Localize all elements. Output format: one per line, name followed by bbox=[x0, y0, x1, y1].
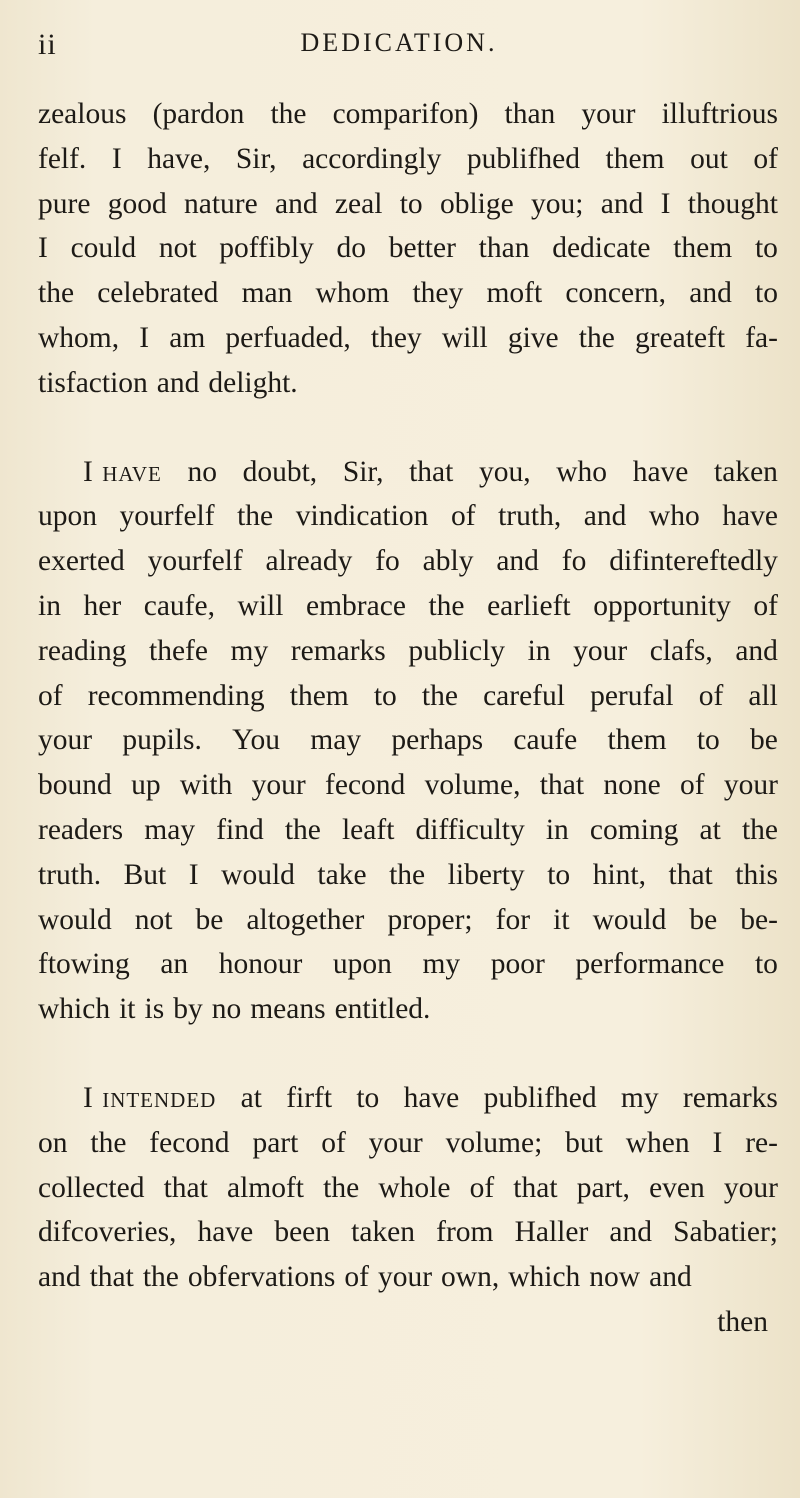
text-line: collected that almoft the whole of that part, even your bbox=[38, 1171, 778, 1204]
text-line: I intended at firft to have publifhed my remarks bbox=[38, 1076, 778, 1121]
page-number: ii bbox=[38, 28, 57, 61]
text-line: tisfaction and delight. bbox=[38, 366, 298, 399]
paragraph-gap bbox=[38, 1032, 778, 1076]
text-line: whom, I am perfuaded, they will give the greateft fa- bbox=[38, 321, 778, 354]
text-line: pure good nature and zeal to oblige you; and I thought bbox=[38, 187, 778, 220]
text-line: felf. I have, Sir, accordingly publifhed them out of bbox=[38, 142, 778, 175]
text-line: on the fecond part of your volume; but when I re- bbox=[38, 1126, 778, 1159]
text-line: your pupils. You may perhaps caufe them to be bbox=[38, 724, 778, 757]
paragraph-gap bbox=[38, 406, 778, 450]
running-head: DEDICATION. bbox=[300, 28, 498, 57]
text-line: exerted yourfelf already fo ably and fo difintereftedly bbox=[38, 545, 778, 578]
lead-small-caps: I intended bbox=[83, 1081, 217, 1114]
page-header bbox=[38, 28, 760, 68]
lead-small-caps: I have bbox=[83, 455, 162, 488]
text-line: readers may find the leaft difficulty in coming at the bbox=[38, 813, 778, 846]
text-line: bound up with your fecond volume, that none of your bbox=[38, 769, 778, 802]
text-line: ftowing an honour upon my poor performance to bbox=[38, 948, 778, 981]
text-line: would not be altogether proper; for it would be be- bbox=[38, 903, 778, 936]
text-line: the celebrated man whom they moft concern, and to bbox=[38, 277, 778, 310]
text-line: and that the obfervations of your own, which now and bbox=[38, 1261, 692, 1294]
text-line: of recommending them to the careful perufal of all bbox=[38, 679, 778, 712]
text-line: difcoveries, have been taken from Haller and Sabatier; bbox=[38, 1216, 778, 1249]
text-line: reading thefe my remarks publicly in your clafs, and bbox=[38, 634, 778, 667]
text-line: I have no doubt, Sir, that you, who have taken bbox=[38, 450, 778, 495]
text-body bbox=[38, 92, 778, 1345]
paragraph-3 bbox=[38, 1076, 778, 1300]
paragraph-1 bbox=[38, 92, 778, 406]
paragraph-2 bbox=[38, 450, 778, 1032]
text-line: in her caufe, will embrace the earlieft opportunity of bbox=[38, 589, 778, 622]
text-line: zealous (pardon the comparifon) than your illuftrious bbox=[38, 98, 778, 130]
text-line: I could not poffibly do better than dedicate them to bbox=[38, 232, 778, 265]
text-line: truth. But I would take the liberty to hint, that this bbox=[38, 858, 778, 891]
text-line: which it is by no means entitled. bbox=[38, 993, 431, 1026]
catchword: then bbox=[717, 1305, 768, 1338]
text-line: upon yourfelf the vindication of truth, and who have bbox=[38, 500, 778, 533]
